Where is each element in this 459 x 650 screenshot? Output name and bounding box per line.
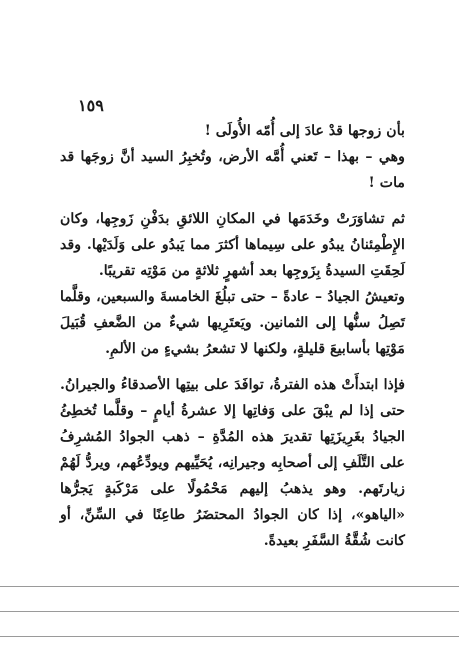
- paragraph-4: وتعيشُ الجيادُ – عادةً – حتى تبلُغَ الخامسةَ والسبعين، وقلَّما تَصِلُ سنُّها إلى الثمانين. ويَعتَرِيها شيءٌ من الضَّعفِ قُبَيلَ مَوْتِها بأسابيعَ قليلةٍ، ولكنها لا تشعرُ بشيءٍ من الألمِ.: [60, 289, 405, 357]
- paragraph-1: بأن زوجها قدْ عادَ إلى أُمّه الأُولَى !: [204, 123, 405, 139]
- ruled-line: [0, 636, 459, 637]
- body-text: [60, 118, 405, 554]
- paragraph-5: فإذا ابتدأَتْ هذه الفترةُ، توافَدَ على بيتِها الأصدقاءُ والجيرانُ. حتى إذا لم يبْقَ على وَفاتِها إلا عشرةُ أيامٍ – وقلَّما تُخطِئُ الجيادُ بغَرِيزَتِها تقديرَ هذه المُدَّةِ – ذهب الجوادُ المُشرِفُ على التَّلَفِ إلى أصحابِه وجيرانِه، يُحَيِّيهم ويودِّعُهم، ويردُّ لَهُمْ زيارتَهم. وهو يذهبُ إليهم مَحْمُولًا على مَرْكَبةٍ يَجرُّها «الياهو»، إذا كان الجوادُ المحتضَرُ طاعِنًا في السِّنِّ، أو كانت شُقَّةُ السَّفَرِ بعيدةً.: [60, 377, 405, 549]
- ruled-line: [0, 586, 459, 587]
- paragraph-2: وهي – بهذا – تَعني أُمَّه الأرض، وتُخبِرُ السيد أنَّ زوجَها قد مات !: [60, 149, 405, 191]
- ruled-line: [0, 611, 459, 612]
- paragraph-3: ثم تشاوَرَتْ وخَدَمَها في المكانِ اللائقِ بدَفْنِ زَوجِها، وكان الإِطْمِئنانُ يبدُو على سِيماها أكثرَ مما يَبدُو على وَلَدَيْها. وقد لَحِقَتِ السيدةُ بِزَوجِها بعد أشهرٍ ثلاثةٍ من مَوْتِه تقريبًا.: [60, 211, 405, 279]
- page-number: ١٥٩: [78, 96, 104, 115]
